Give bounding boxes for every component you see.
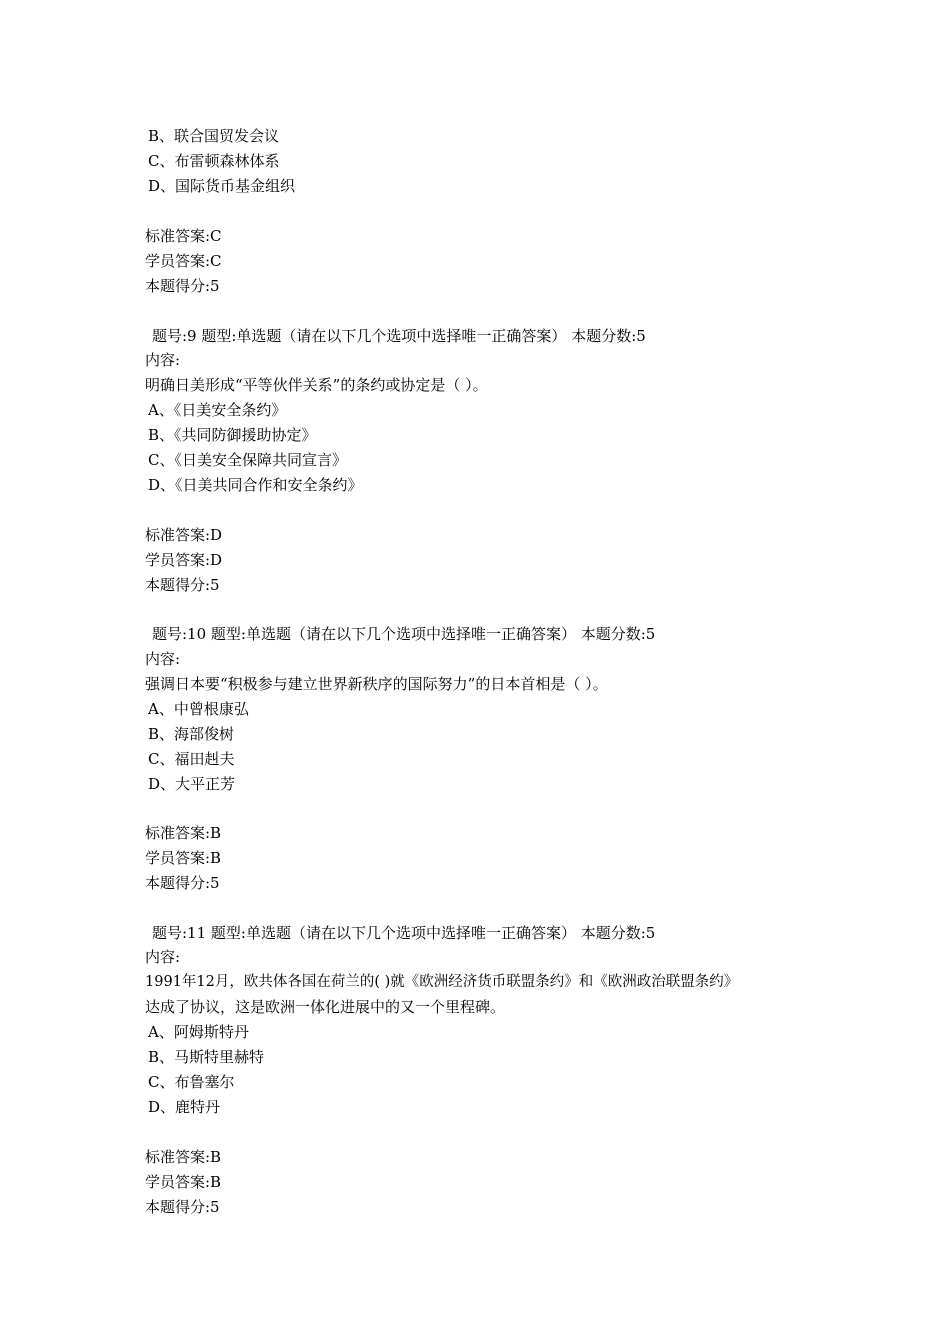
content-label: 内容: — [145, 351, 181, 369]
score: 本题得分:5 — [145, 576, 220, 594]
score: 本题得分:5 — [145, 1198, 220, 1216]
question-text-line-1: 1991年12月，欧共体各国在荷兰的( )就《欧洲经济货币联盟条约》和《欧洲政治联盟条约》 — [145, 974, 739, 990]
question-header: 题号:9 题型:单选题（请在以下几个选项中选择唯一正确答案） 本题分数:5 — [152, 327, 646, 345]
option-b: B、马斯特里赫特 — [148, 1048, 265, 1066]
option-d: D、《日美共同合作和安全条约》 — [148, 476, 363, 494]
content-label: 内容: — [145, 948, 181, 966]
standard-answer: 标准答案:C — [145, 227, 222, 245]
student-answer: 学员答案:C — [145, 252, 222, 270]
standard-answer: 标准答案:D — [145, 526, 223, 544]
option-c: C、福田赳夫 — [148, 750, 235, 768]
question-text: 强调日本要“积极参与建立世界新秩序的国际努力”的日本首相是（ ）。 — [145, 675, 608, 693]
student-answer: 学员答案:B — [145, 849, 222, 867]
option-a: A、中曾根康弘 — [148, 700, 249, 718]
option-d: D、国际货币基金组织 — [148, 177, 296, 195]
question-text: 明确日美形成“平等伙伴关系”的条约或协定是（ ）。 — [145, 376, 488, 394]
score: 本题得分:5 — [145, 874, 220, 892]
option-b: B、《共同防御援助协定》 — [148, 426, 317, 444]
option-c: C、布雷顿森林体系 — [148, 152, 280, 170]
option-c: C、布鲁塞尔 — [148, 1073, 235, 1091]
question-header: 题号:10 题型:单选题（请在以下几个选项中选择唯一正确答案） 本题分数:5 — [152, 625, 656, 643]
student-answer: 学员答案:D — [145, 551, 223, 569]
option-c: C、《日美安全保障共同宣言》 — [148, 451, 347, 469]
question-text-line-2: 达成了协议，这是欧洲一体化进展中的又一个里程碑。 — [145, 998, 506, 1016]
option-b: B、海部俊树 — [148, 725, 235, 743]
option-d: D、鹿特丹 — [148, 1098, 221, 1116]
student-answer: 学员答案:B — [145, 1173, 222, 1191]
option-b: B、联合国贸发会议 — [148, 127, 280, 145]
option-a: A、阿姆斯特丹 — [148, 1023, 249, 1041]
option-d: D、大平正芳 — [148, 775, 236, 793]
option-a: A、《日美安全条约》 — [148, 401, 287, 419]
content-label: 内容: — [145, 650, 181, 668]
question-header: 题号:11 题型:单选题（请在以下几个选项中选择唯一正确答案） 本题分数:5 — [152, 924, 656, 942]
standard-answer: 标准答案:B — [145, 824, 222, 842]
score: 本题得分:5 — [145, 277, 220, 295]
standard-answer: 标准答案:B — [145, 1148, 222, 1166]
